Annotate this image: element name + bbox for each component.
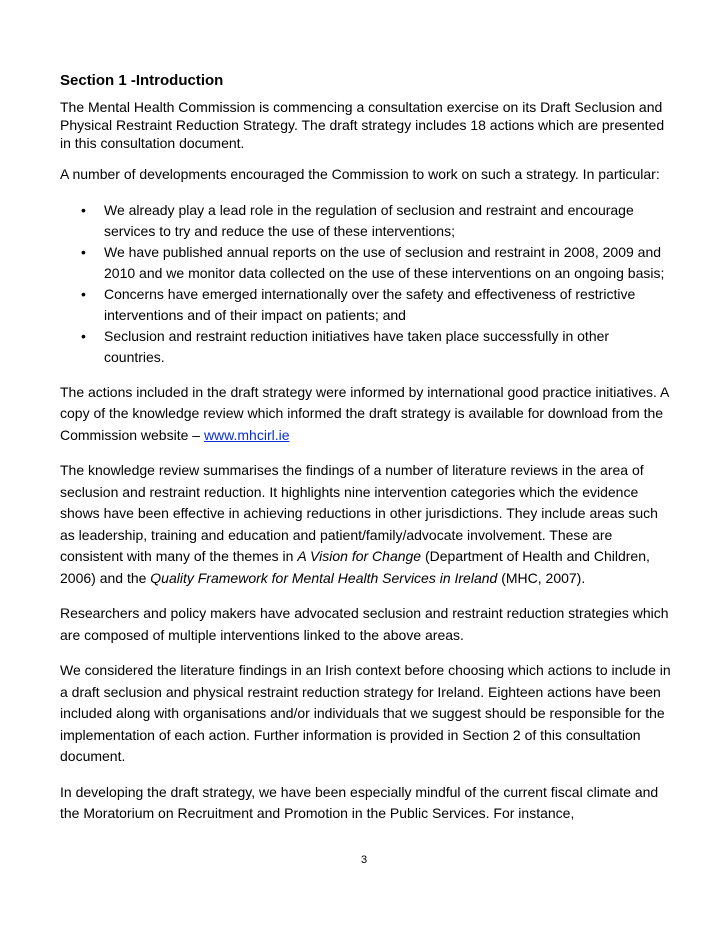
list-item-text: We already play a lead role in the regulation of seclusion and restraint and encourage services to try and reduce the use of these interventions; (104, 201, 634, 239)
list-item (60, 326, 672, 368)
knowledge-review-text-b: (Department of Health and Children, 2006) and the (60, 548, 650, 586)
list-item-text: We have published annual reports on the use of seclusion and restraint in 2008, 2009 and 2010 and we monitor data collected on the use of these interventions on an ongoing basis; (104, 243, 665, 281)
quality-framework-title: Quality Framework for Mental Health Services in Ireland (150, 569, 498, 586)
actions-paragraph-text: The actions included in the draft strategy were informed by international good practice initiatives. A copy of the knowledge review which informed the draft strategy is available for download from the Commission website – (60, 383, 669, 443)
list-item-text: Seclusion and restraint reduction initiatives have taken place successfully in other countries. (104, 327, 610, 365)
developments-list (60, 200, 672, 368)
page-content (60, 72, 672, 839)
bullet-icon: • (81, 243, 86, 260)
knowledge-review-text-c: (MHC, 2007). (497, 569, 586, 586)
bullet-icon: • (81, 201, 86, 218)
list-item (60, 242, 672, 284)
page-number: 3 (360, 854, 368, 866)
knowledge-review-text-a: The knowledge review summarises the findings of a number of literature reviews in the area of seclusion and restraint reduction. It highlights nine intervention categories which the evidence shows have been effective in achieving reductions in other jurisdictions. They include areas such as leadership, training and education and patient/family/advocate involvement. These are consistent with many of the themes in (60, 462, 658, 564)
developments-paragraph: A number of developments encouraged the Commission to work on such a strategy. In particular: (60, 166, 660, 182)
bullet-icon: • (81, 327, 86, 344)
commission-website-link[interactable]: www.mhcirl.ie (203, 426, 290, 443)
literature-paragraph: We considered the literature findings in an Irish context before choosing which actions to include in a draft seclusion and physical restraint reduction strategy for Ireland. Eighteen actions have been included along with organisations and/or individuals that we suggest should be responsible for the implementation of each action. Further information is provided in Section 2 of this consultation document. (60, 662, 671, 764)
section-heading: Section 1 -Introduction (60, 72, 224, 89)
knowledge-review-paragraph (60, 460, 672, 589)
fiscal-climate-paragraph: In developing the draft strategy, we have been especially mindful of the current fiscal climate and the Moratorium on Recruitment and Promotion in the Public Services. For instance, (60, 783, 659, 821)
bullet-icon: • (81, 285, 86, 302)
list-item (60, 200, 672, 242)
vision-for-change-title: A Vision for Change (297, 548, 422, 564)
researchers-paragraph: Researchers and policy makers have advocated seclusion and restraint reduction strategies which are composed of multiple interventions linked to the above areas. (60, 605, 669, 643)
list-item-text: Concerns have emerged internationally over the safety and effectiveness of restrictive interventions and of their impact on patients; and (104, 285, 636, 323)
intro-paragraph: The Mental Health Commission is commencing a consultation exercise on its Draft Seclusion and Physical Restraint Reduction Strategy. The draft strategy includes 18 actions which are presented in this consultation document. (60, 99, 665, 151)
actions-paragraph (60, 382, 672, 447)
list-item (60, 284, 672, 326)
